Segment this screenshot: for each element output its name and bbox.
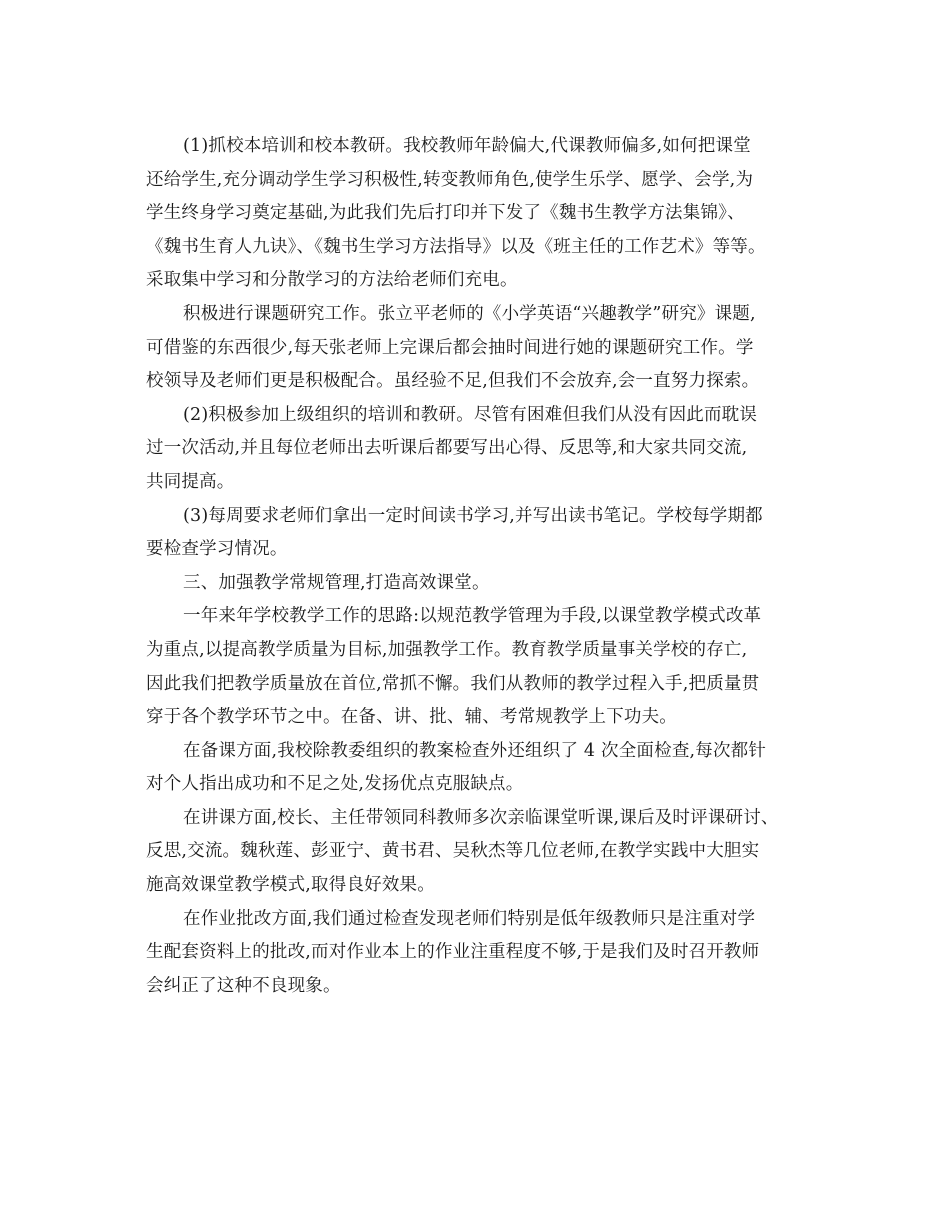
text-line: 在作业批改方面,我们通过检查发现老师们特别是低年级教师只是注重对学 [183, 908, 756, 929]
text-line: 过一次活动,并且每位老师出去听课后都要写出心得、反思等,和大家共同交流, [146, 438, 748, 459]
text-line: 会纠正了这种不良现象。 [146, 975, 341, 996]
text-line: 在讲课方面,校长、主任带领同科教师多次亲临课堂听课,课后及时评课研讨、 [183, 807, 779, 828]
text-line: 三、加强教学常规管理,打造高效课堂。 [183, 572, 490, 593]
text-line: 积极进行课题研究工作。张立平老师的《小学英语“兴趣教学”研究》课题, [183, 303, 756, 324]
text-line: 采取集中学习和分散学习的方法给老师们充电。 [146, 270, 518, 291]
text-line: 施高效课堂教学模式,取得良好效果。 [146, 875, 435, 896]
text-line: 在备课方面,我校除教委组织的教案检查外还组织了 4 次全面检查,每次都针 [183, 740, 767, 761]
text-line: 要检查学习情况。 [146, 539, 288, 560]
text-line: 穿于各个教学环节之中。在备、讲、批、辅、考常规教学上下功夫。 [146, 707, 677, 728]
text-line: 可借鉴的东西很少,每天张老师上完课后都会抽时间进行她的课题研究工作。学 [146, 337, 754, 358]
text-line: 反思,交流。魏秋莲、彭亚宁、黄书君、吴秋杰等几位老师,在教学实践中大胆实 [146, 841, 760, 862]
text-line: 校领导及老师们更是积极配合。虽经验不足,但我们不会放弃,会一直努力探索。 [146, 371, 760, 392]
text-line: 共同提高。 [146, 471, 235, 492]
text-line: 还给学生,充分调动学生学习积极性,转变教师角色,使学生乐学、愿学、会学,为 [146, 169, 754, 190]
text-line: 因此我们把教学质量放在首位,常抓不懈。我们从教师的教学过程入手,把质量贯 [146, 673, 760, 694]
text-line: 生配套资料上的批改,而对作业本上的作业注重程度不够,于是我们及时召开教师 [146, 942, 760, 963]
text-line: (1)抓校本培训和校本教研。我校教师年龄偏大,代课教师偏多,如何把课堂 [183, 136, 751, 156]
text-line: (3)每周要求老师们拿出一定时间读书学习,并写出读书笔记。学校每学期都 [183, 505, 763, 526]
text-line: 《魏书生育人九诀》、《魏书生学习方法指导》以及《班主任的工作艺术》等等。 [146, 236, 766, 257]
document-page [146, 130, 818, 1003]
text-line: (2)积极参加上级组织的培训和教研。尽管有困难但我们从没有因此而耽误 [183, 404, 758, 425]
text-line: 对个人指出成功和不足之处,发扬优点克服缺点。 [146, 774, 524, 795]
text-line: 一年来年学校教学工作的思路:以规范教学管理为手段,以课堂教学模式改革 [183, 606, 762, 627]
text-line: 为重点,以提高教学质量为目标,加强教学工作。教育教学质量事关学校的存亡, [146, 639, 748, 660]
text-line: 学生终身学习奠定基础,为此我们先后打印并下发了《魏书生教学方法集锦》、 [146, 203, 745, 224]
